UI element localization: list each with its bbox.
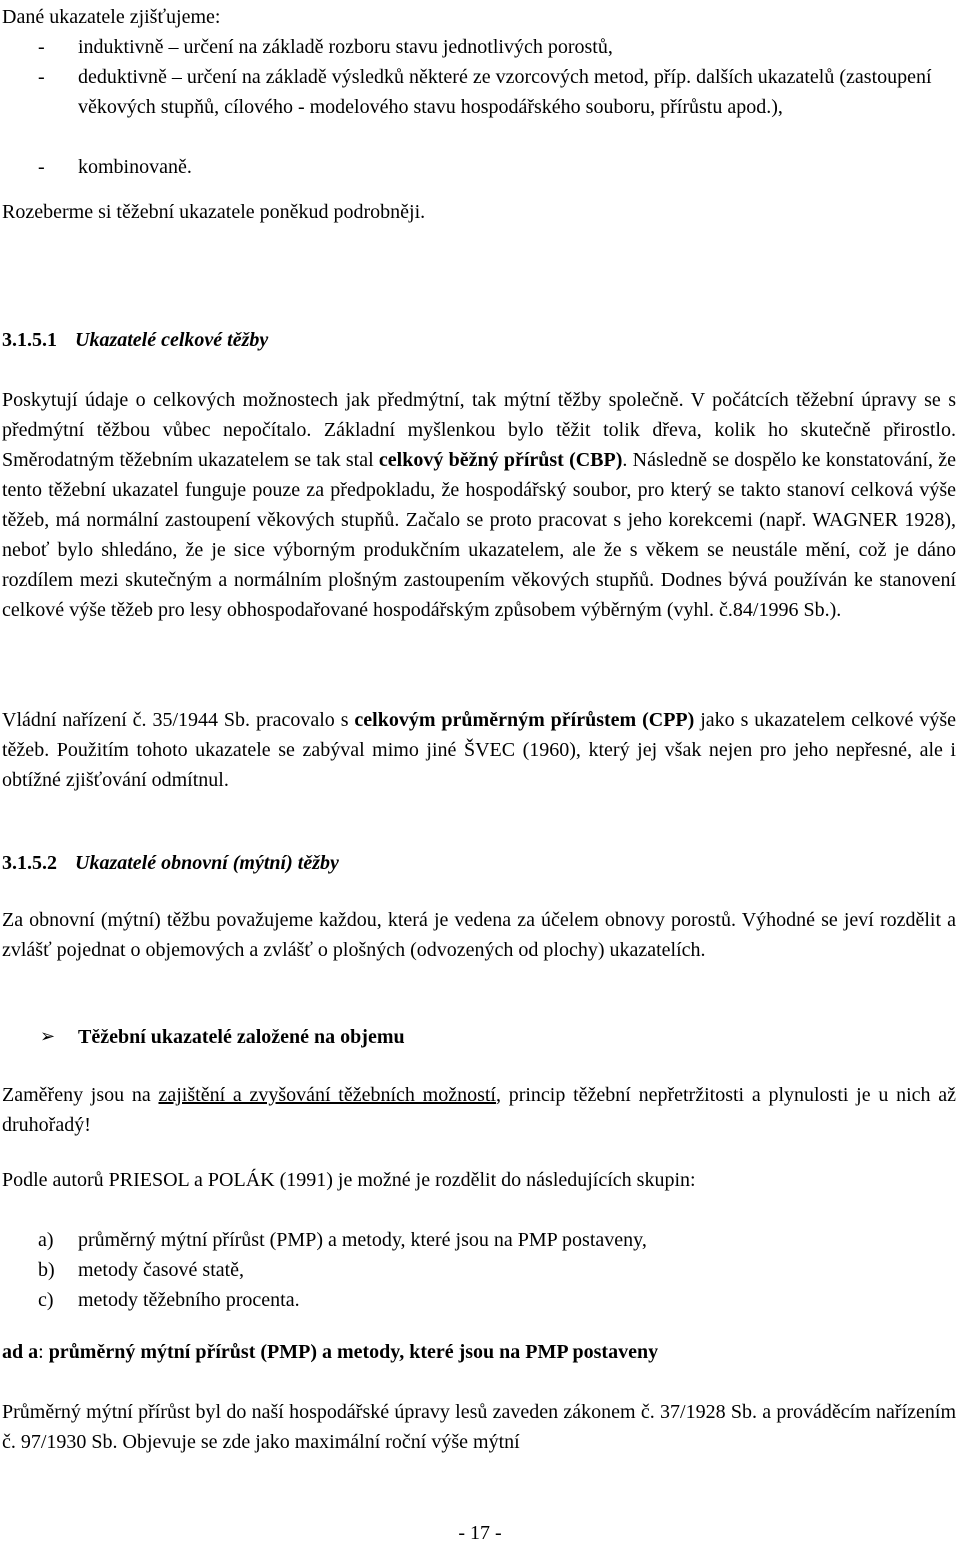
section-number: 3.1.5.1: [2, 329, 57, 351]
ad-title: průměrný mýtní přírůst (PMP) a metody, které jsou na PMP postaveny: [48, 1341, 659, 1363]
paragraph-volume-indicators: [2, 1080, 956, 1140]
section-title: Ukazatelé obnovní (mýtní) těžby: [75, 852, 339, 874]
group-letter: a): [38, 1229, 54, 1251]
list-dash: -: [38, 36, 45, 58]
method-text: deduktivně – určení na základě výsledků některé ze vzorcových metod, příp. dalších ukazatelů (zastoupení věkových stupňů, cílového - modelového stavu hospodářského souboru, přírůstu apod.),: [78, 66, 932, 118]
page-number: - 17 -: [458, 1522, 502, 1544]
paragraph-government-decree: [2, 705, 956, 795]
section-number: 3.1.5.2: [2, 852, 57, 874]
group-item-b: [0, 1255, 960, 1285]
underlined-phrase: zajištění a zvyšování těžebních možností: [158, 1084, 496, 1106]
paragraph-groups-intro: Podle autorů PRIESOL a POLÁK (1991) je možné je rozdělit do následujících skupin:: [2, 1169, 696, 1191]
intro-lead: Dané ukazatele zjišťujeme:: [2, 6, 221, 28]
paragraph-text: Zaměřeny jsou na: [2, 1084, 159, 1106]
ad-a-heading: [2, 1337, 956, 1367]
group-item-a: [0, 1225, 960, 1255]
method-item-deductive: [0, 62, 960, 152]
section-heading-renewal-felling: [2, 848, 956, 878]
paragraph-pmp: Průměrný mýtní přírůst byl do naší hospodářské úpravy lesů zaveden zákonem č. 37/1928 Sb. a prováděcím nařízením č. 97/1930 Sb. Objevuje se zde jako maximální roční výše mýtní: [2, 1401, 956, 1453]
paragraph-text: . Následně se dospělo ke konstatování, že tento těžební ukazatel funguje pouze za předpokladu, že hospodářský soubor, pro který se takto stanoví celková výše těžeb, má normální zastoupení věkových stupňů. Začalo se proto pracovat s jeho korekcemi (např. WAGNER 1928), neboť bylo shledáno, že je sice výborným produkčním ukazatelem, ale že s věkem se neustále mění, což je dáno rozdílem mezi skutečným a normálním plošným zastoupením věkových stupňů. Dodnes bývá používán ke stanovení celkové výše těžeb pro lesy obhospodařované hospodářským způsobem výběrným (vyhl. č.84/1996 Sb.).: [2, 449, 956, 621]
ad-separator: :: [38, 1341, 44, 1363]
section-title: Ukazatelé celkové těžby: [75, 329, 269, 351]
paragraph-text: , princip těžební nepřetržitosti a plynulosti je u nich až druhořadý!: [2, 1084, 957, 1136]
paragraph-total-felling: [2, 385, 956, 625]
section-heading-total-felling: [2, 325, 956, 355]
group-text: metody těžebního procenta.: [78, 1289, 300, 1311]
intro-closing: Rozeberme si těžební ukazatele poněkud podrobněji.: [2, 201, 426, 223]
subsection-heading: [0, 1022, 960, 1052]
paragraph-text: Vládní nařízení č. 35/1944 Sb. pracovalo s: [2, 709, 355, 731]
ad-label: ad a: [2, 1341, 39, 1363]
method-item-inductive: [0, 32, 960, 62]
group-text: průměrný mýtní přírůst (PMP) a metody, které jsou na PMP postaveny,: [78, 1229, 647, 1251]
method-text: kombinovaně.: [78, 156, 192, 178]
subsection-title: Těžební ukazatelé založené na objemu: [78, 1026, 405, 1048]
list-dash: -: [38, 156, 45, 178]
group-letter: b): [38, 1259, 55, 1281]
group-text: metody časové statě,: [78, 1259, 245, 1281]
method-item-combined: [0, 152, 960, 182]
method-text: induktivně – určení na základě rozboru stavu jednotlivých porostů,: [78, 36, 613, 58]
emphasis-cpp: celkovým průměrným přírůstem (CPP): [354, 709, 695, 731]
arrow-bullet-icon: ➢: [40, 1026, 56, 1047]
paragraph-text: jako s ukazatelem celkové výše těžeb. Použitím tohoto ukazatele se zabýval mimo jiné ŠVEC (1960), který jej však nejen pro jeho nepřesné, ale i obtížné zjišťování odmítnul.: [2, 709, 956, 791]
group-item-c: [0, 1285, 960, 1315]
group-letter: c): [38, 1289, 54, 1311]
list-dash: -: [38, 66, 45, 88]
paragraph-text: Poskytují údaje o celkových možnostech jak předmýtní, tak mýtní těžby společně. V počátcích těžební úpravy se s předmýtní těžbou vůbec nepočítalo. Základní myšlenkou bylo těžit tolik dřeva, kolik ho skutečně přirostlo. Směrodatným těžebním ukazatelem se tak stal: [2, 389, 956, 471]
emphasis-cbp: celkový běžný přírůst (CBP): [378, 449, 623, 471]
paragraph-renewal-felling: Za obnovní (mýtní) těžbu považujeme každou, která je vedena za účelem obnovy porostů. Výhodné se jeví rozdělit a zvlášť pojednat o objemových a zvlášť o plošných (odvozených od plochy) ukazatelích.: [2, 909, 956, 961]
